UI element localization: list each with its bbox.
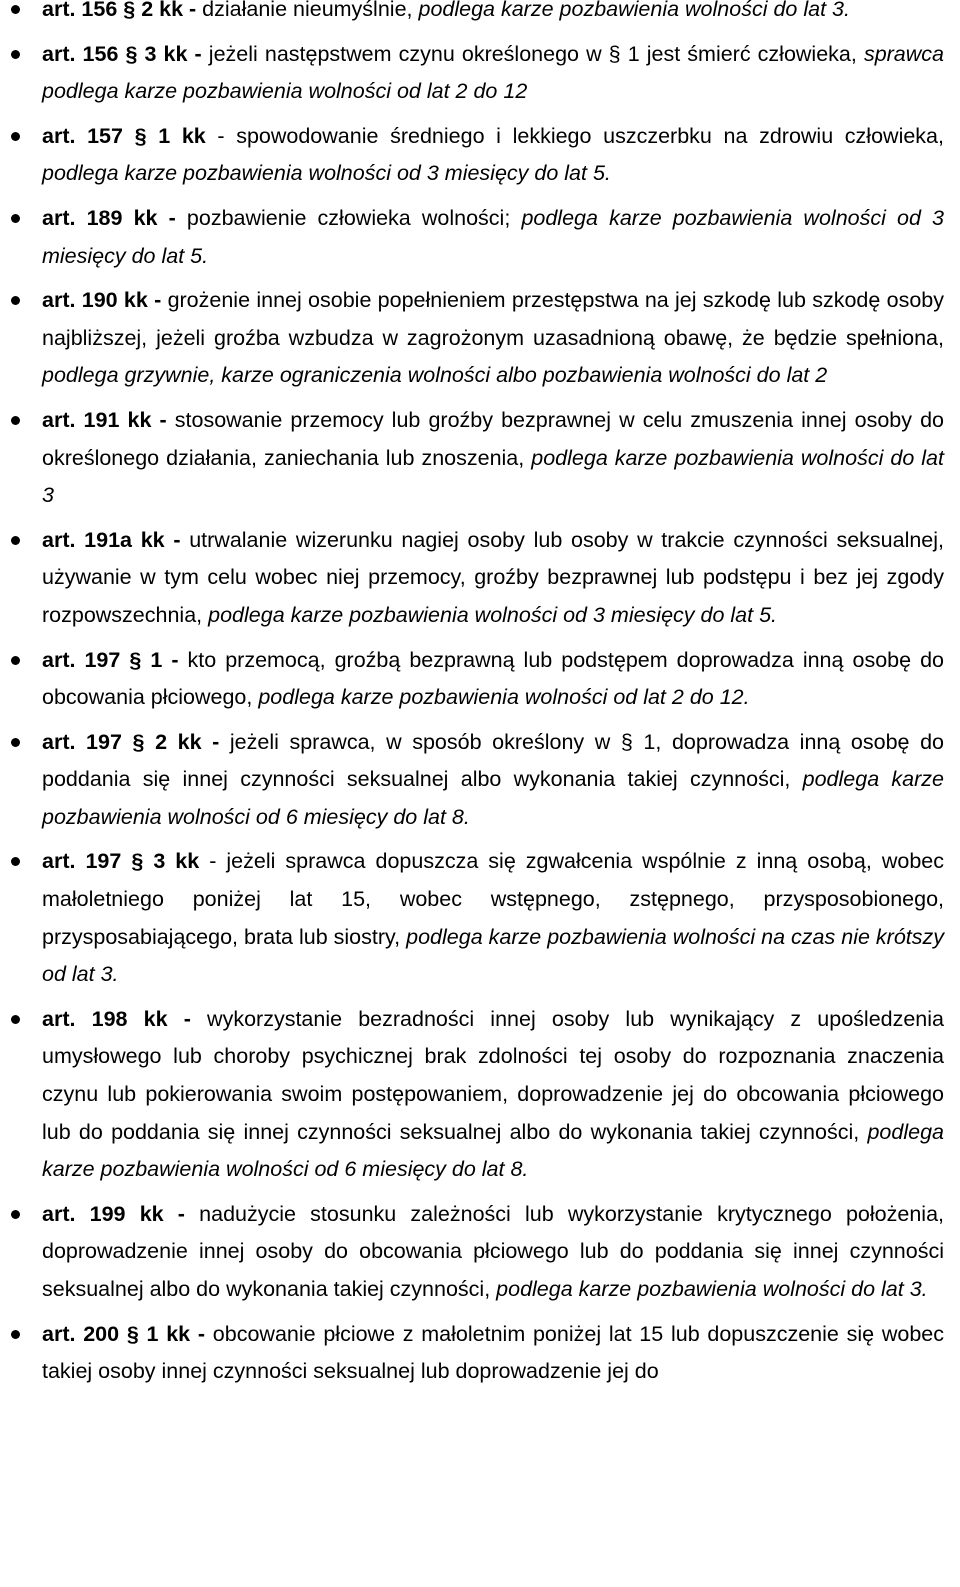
- penalty-text: podlega karze pozbawienia wolności na czas nie krótszy od lat 3.: [42, 924, 945, 987]
- list-item: [0, 843, 960, 993]
- penalty-text: podlega karze pozbawienia wolności od 3 miesięcy do lat 5.: [208, 602, 778, 627]
- article-reference: art. 197 § 1 -: [42, 647, 179, 672]
- offence-description: utrwalanie wizerunku nagiej osoby lub osoby w trakcie czynności seksualnej, używanie w tym celu wobec niej przemocy, groźby bezprawnej lub podstępu i bez jej zgody rozpowszechnia,: [42, 527, 945, 627]
- article-reference: art. 157 § 1 kk: [42, 123, 206, 148]
- penalty-text: podlega karze pozbawienia wolności od 6 miesięcy do lat 8.: [42, 1119, 944, 1182]
- penalty-text: podlega karze pozbawienia wolności od 3 miesięcy do lat 5.: [42, 205, 944, 268]
- bullet-icon: [11, 50, 20, 59]
- bullet-icon: [11, 5, 20, 14]
- bullet-icon: [11, 1015, 20, 1024]
- bullet-icon: [11, 1330, 20, 1339]
- article-reference: art. 200 § 1 kk -: [42, 1321, 206, 1346]
- article-reference: art. 197 § 2 kk -: [42, 729, 220, 754]
- penalty-text: podlega karze pozbawienia wolności do lat 3.: [496, 1277, 928, 1301]
- list-item: [0, 1001, 960, 1189]
- bullet-icon: [11, 1210, 20, 1219]
- article-reference: art. 197 § 3 kk: [42, 849, 200, 874]
- bullet-icon: [11, 738, 20, 747]
- list-item: [0, 0, 960, 29]
- article-reference: art. 156 § 2 kk -: [42, 0, 197, 21]
- bullet-icon: [11, 132, 20, 141]
- bullet-icon: [11, 416, 20, 425]
- penalty-text: sprawca podlega karze pozbawienia wolności od lat 2 do 12: [42, 41, 944, 104]
- offence-description: wykorzystanie bezradności innej osoby lub wynikający z upośledzenia umysłowego lub choroby psychicznej brak zdolności tej osoby do rozpoznania znaczenia czynu lub pokierowania swoim postępowaniem, doprowadzenie jej do obcowania płciowego lub do poddania się innej czynności seksualnej albo do wykonania takiej czynności,: [42, 1006, 945, 1144]
- bullet-icon: [11, 296, 20, 305]
- list-item: [0, 118, 960, 193]
- penalty-text: podlega grzywnie, karze ograniczenia wolności albo pozbawienia wolności do lat 2: [42, 363, 828, 388]
- list-item: [0, 1316, 960, 1391]
- offence-description: grożenie innej osobie popełnieniem przestępstwa na jej szkodę lub szkodę osoby najbliższej, jeżeli groźba wzbudza w zagrożonym uzasadnioną obawę, że będzie spełniona,: [42, 288, 945, 350]
- bullet-icon: [11, 536, 20, 545]
- offence-description: pozbawienie człowieka wolności;: [175, 205, 522, 230]
- offence-description: jeżeli następstwem czynu określonego w § 1 jest śmierć człowieka,: [201, 41, 864, 66]
- offence-description: obcowanie płciowe z małoletnim poniżej lat 15 lub dopuszczenie się wobec takiej osoby innej czynności seksualnej lub doprowadzenie jej do: [42, 1321, 944, 1384]
- list-item: [0, 36, 960, 111]
- offence-description: - jeżeli sprawca dopuszcza się zgwałcenia wspólnie z inną osobą, wobec małoletniego poniżej lat 15, wobec wstępnego, zstępnego, przysposobionego, przysposabiającego, brata lub siostry,: [42, 849, 944, 949]
- article-reference: art. 189 kk -: [42, 205, 176, 230]
- offence-description: - spowodowanie średniego i lekkiego uszczerbku na zdrowiu człowieka,: [205, 123, 944, 148]
- offence-description: nadużycie stosunku zależności lub wykorzystanie krytycznego położenia, doprowadzenie innej osoby do obcowania płciowego lub do poddania się innej czynności seksualnej albo do wykonania takiej czynności,: [42, 1201, 944, 1301]
- penalty-text: podlega karze pozbawienia wolności od 6 miesięcy do lat 8.: [42, 767, 944, 829]
- penalty-text: podlega karze pozbawienia wolności do lat 3.: [418, 0, 850, 21]
- list-item: [0, 522, 960, 635]
- list-item: [0, 402, 960, 515]
- bullet-icon: [11, 857, 20, 866]
- bullet-icon: [11, 214, 20, 223]
- list-item: [0, 724, 960, 837]
- article-reference: art. 191 kk -: [42, 407, 167, 432]
- list-item: [0, 1196, 960, 1309]
- article-reference: art. 190 kk -: [42, 288, 162, 313]
- article-reference: art. 156 § 3 kk -: [42, 41, 202, 66]
- offence-description: stosowanie przemocy lub groźby bezprawnej w celu zmuszenia innej osoby do określonego działania, zaniechania lub znoszenia,: [42, 407, 944, 470]
- list-item: [0, 642, 960, 717]
- offence-description: kto przemocą, groźbą bezprawną lub podstępem doprowadza inną osobę do obcowania płciowego,: [42, 647, 944, 710]
- article-reference: art. 199 kk -: [42, 1201, 185, 1226]
- penalty-text: podlega karze pozbawienia wolności od 3 miesięcy do lat 5.: [42, 161, 611, 186]
- article-reference: art. 198 kk -: [42, 1006, 191, 1031]
- bullet-icon: [11, 656, 20, 665]
- penalty-text: podlega karze pozbawienia wolności do lat 3: [42, 445, 944, 508]
- list-item: [0, 282, 960, 395]
- article-reference: art. 191a kk -: [42, 527, 181, 552]
- list-item: [0, 200, 960, 275]
- offence-description: działanie nieumyślnie,: [196, 0, 419, 21]
- offence-description: jeżeli sprawca, w sposób określony w § 1, doprowadza inną osobę do poddania się innej czynności seksualnej albo wykonania takiej czynności,: [42, 729, 945, 792]
- penalty-text: podlega karze pozbawienia wolności od lat 2 do 12.: [258, 685, 750, 710]
